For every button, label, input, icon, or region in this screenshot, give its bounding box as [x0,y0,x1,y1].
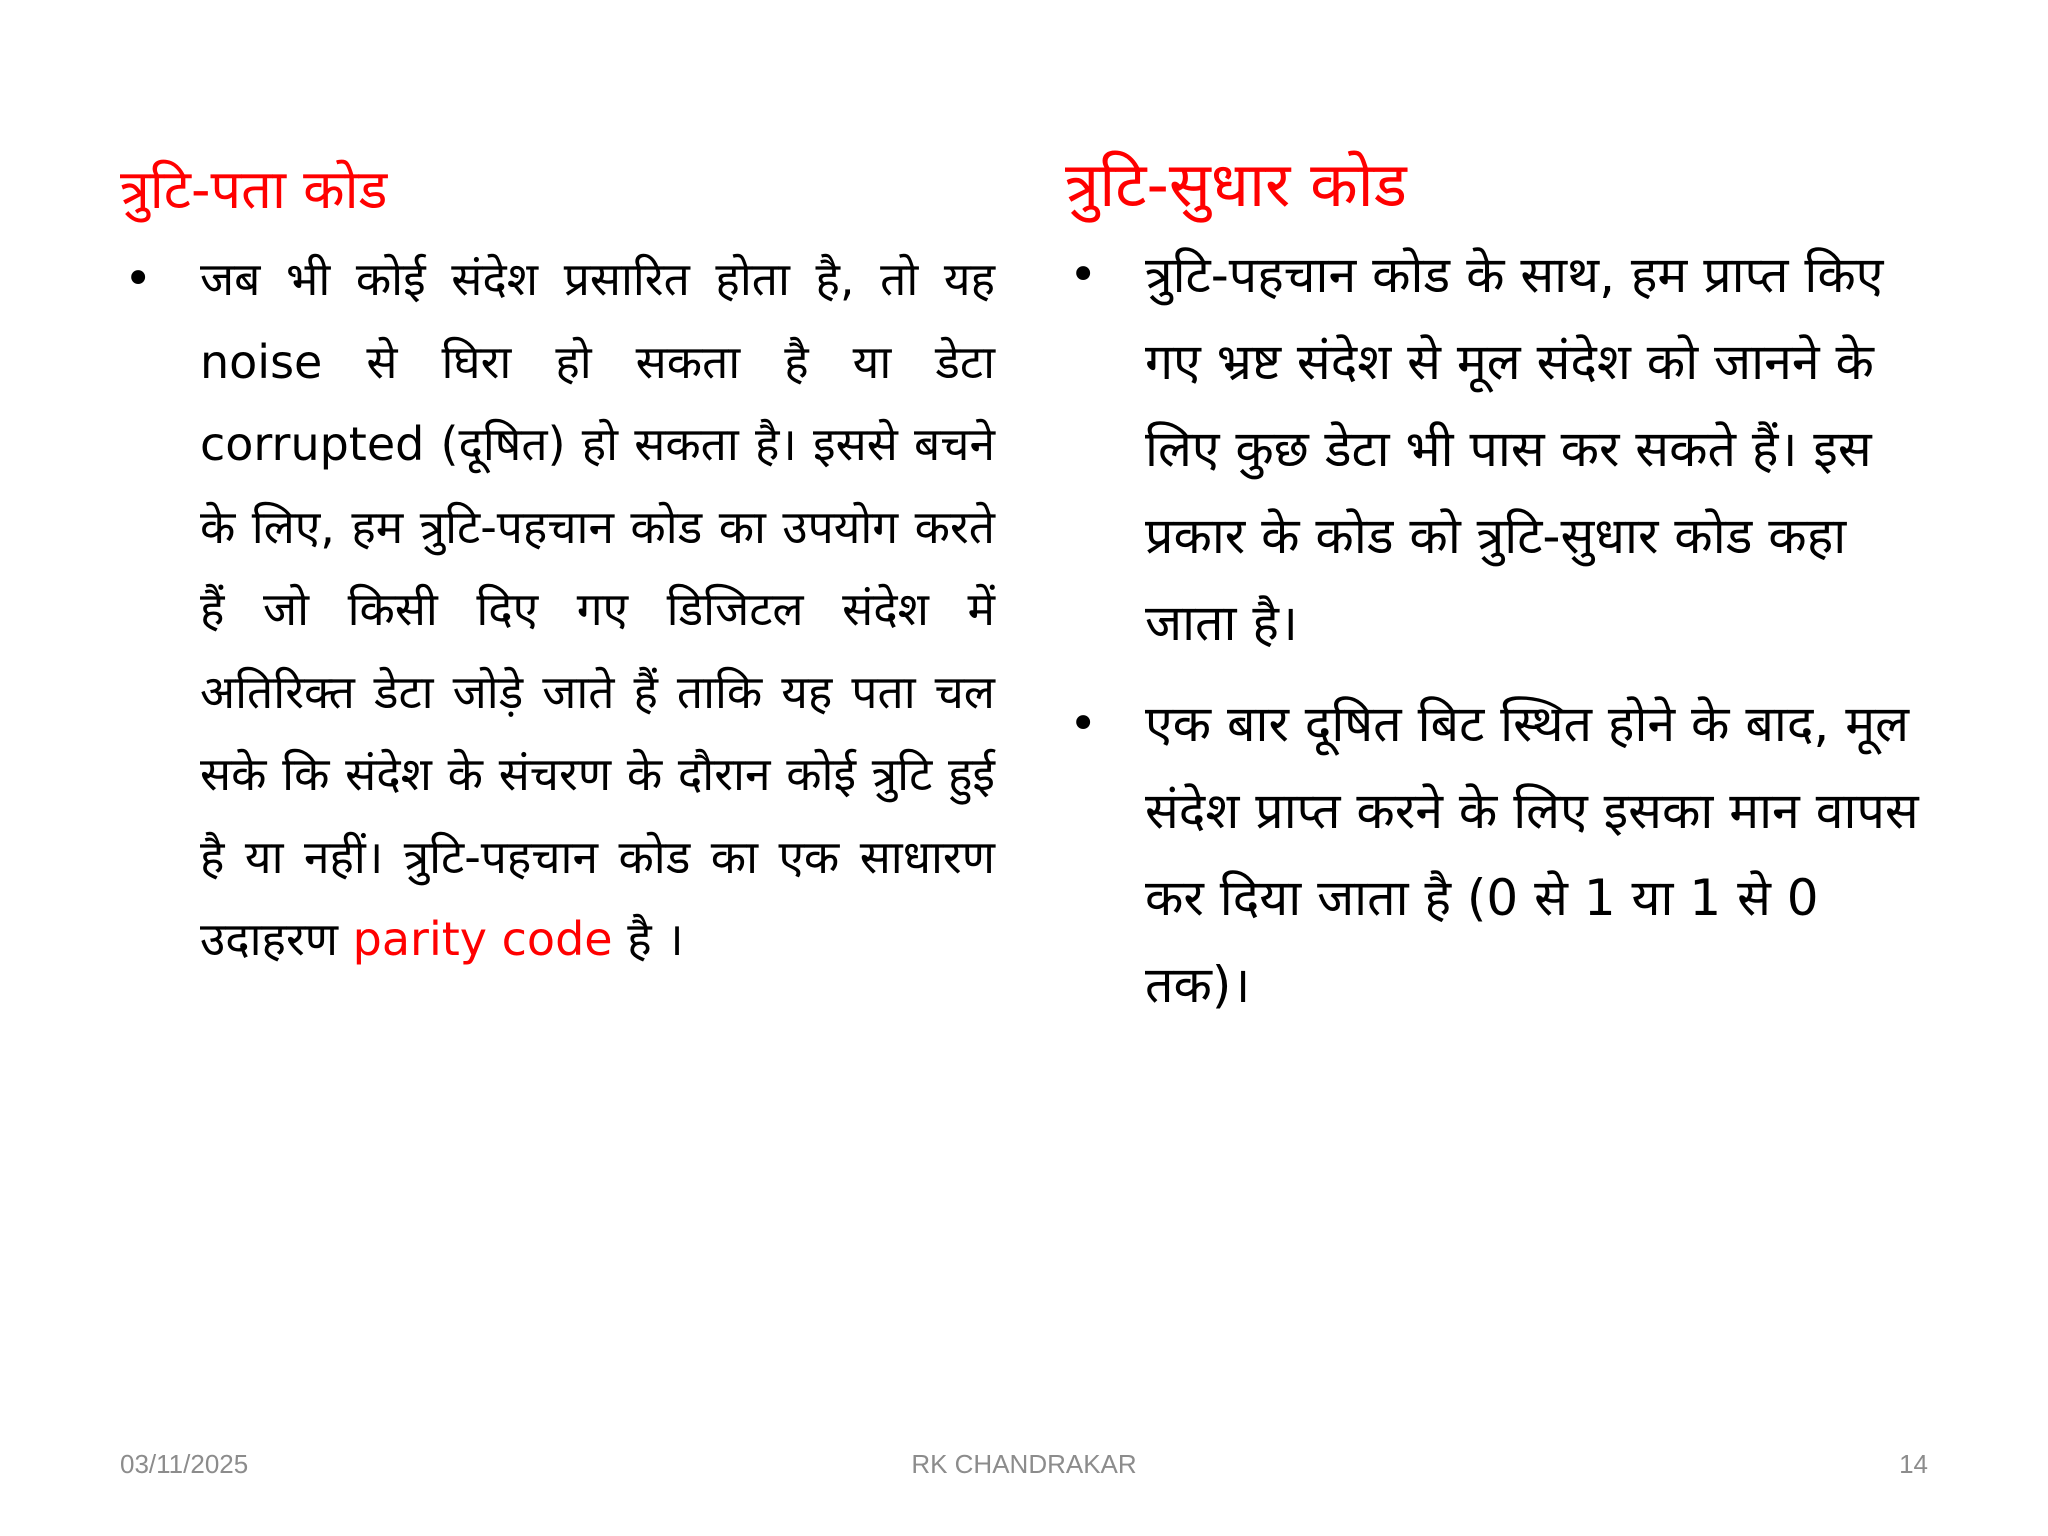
right-bullet-list [1065,232,1925,1029]
error-correction-heading: त्रुटि-सुधार कोड [1065,148,1407,221]
error-correction-description: त्रुटि-पहचान कोड के साथ, हम प्राप्त किए गए भ्रष्ट संदेश से मूल संदेश को जानने के लिए कुछ डेटा भी पास कर सकते हैं। इस प्रकार के कोड को त्रुटि-सुधार कोड कहा जाता है। [1145,246,1884,652]
description-text: जब भी कोई संदेश प्रसारित होता है, तो यह noise से घिरा हो सकता है या डेटा corrupted (दूषित) हो सकता है। इससे बचने के लिए, हम त्रुटि-पहचान कोड का उपयोग करते हैं जो किसी दिए गए डिजिटल संदेश में अतिरिक्त डेटा जोड़े जाते हैं ताकि यह पता चल सके कि संदेश के संचरण के दौरान कोई त्रुटि हुई है या नहीं। त्रुटि-पहचान कोड का एक साधारण उदाहरण [200,252,995,966]
right-column [1065,140,1925,1029]
footer-date: 03/11/2025 [120,1449,249,1479]
error-detection-description [200,238,995,981]
left-bullet-list [120,238,995,981]
list-item [1065,681,1925,1029]
list-item [1065,232,1925,667]
error-detection-heading: त्रुटि-पता कोड [120,158,388,221]
footer-author: RK CHANDRAKAR [911,1449,1137,1479]
slide-number: 14 [1899,1449,1928,1479]
bullet-icon: • [1069,696,1098,752]
parity-code-highlight: parity code [352,912,613,966]
left-column [120,150,995,981]
description-ending: है । [612,912,684,966]
bullet-icon: • [1069,247,1098,303]
bit-flip-description: एक बार दूषित बिट स्थित होने के बाद, मूल संदेश प्राप्त करने के लिए इसका मान वापस कर दिया जाता है (0 से 1 या 1 से 0 तक)। [1145,695,1919,1014]
list-item [120,238,995,981]
bullet-icon: • [124,251,153,307]
